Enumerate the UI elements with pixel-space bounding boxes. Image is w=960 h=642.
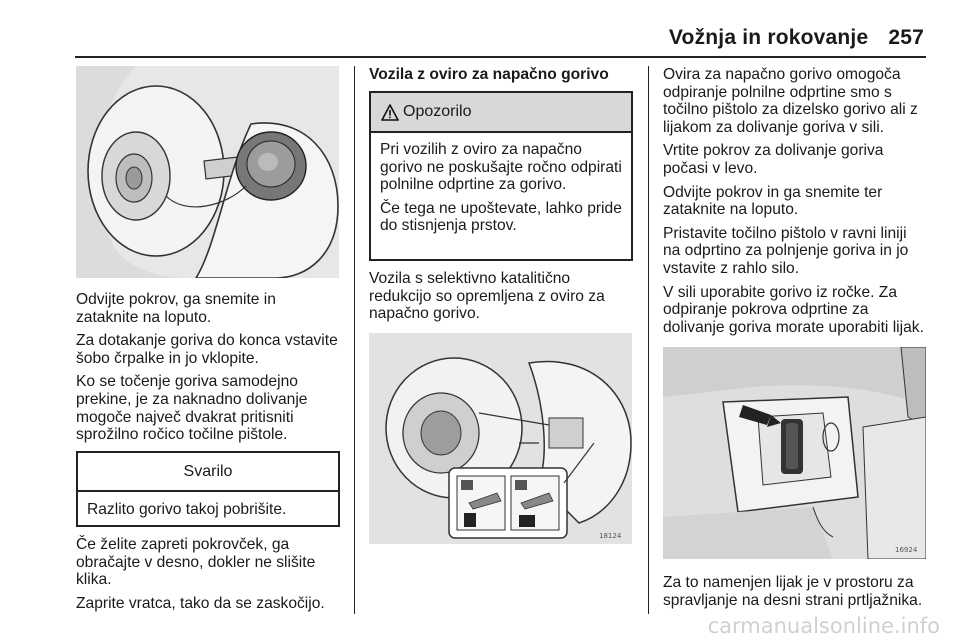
caution-box	[76, 451, 340, 527]
paragraph: V sili uporabite gorivo iz ročke. Za odpiranje pokrova odprtine za dolivanje goriva morate uporabiti lijak.	[663, 283, 924, 336]
paragraph: Za dotakanje goriva do konca vstavite šobo črpalke in jo vklopite.	[76, 332, 338, 367]
paragraph: Odvijte pokrov, ga snemite in zataknite na loputo.	[76, 291, 276, 326]
paragraph: Pri vozilih z oviro za napačno gorivo ne poskušajte ročno odpirati polnilne odprtine za gorivo.	[380, 141, 622, 194]
paragraph: Ovira za napačno gorivo omogoča odpiranje polnilne odprtine smo s točilno pištolo za dizelsko gorivo ali z lijakom za dolivanje goriva v sili.	[663, 66, 918, 136]
paragraph: Ko se točenje goriva samodejno prekine, je za naknadno dolivanje mogoče največ dvakrat pritisniti sprožilno ročico točilne pištole.	[76, 373, 308, 444]
page-number: 257	[888, 26, 924, 49]
watermark: carmanualsonline.info	[707, 614, 940, 638]
column-3-bottom-text	[663, 574, 927, 615]
paragraph: Vrtite pokrov za dolivanje goriva počasi v levo.	[663, 142, 884, 177]
column-divider-1	[354, 66, 355, 614]
subheading: Vozila z oviro za napačno gorivo	[369, 66, 609, 83]
caution-body: Razlito gorivo takoj pobrišite.	[87, 501, 287, 518]
paragraph: Vozila s selektivno katalitično redukcijo so opremljena z oviro za napačno gorivo.	[369, 270, 605, 323]
column-1-text	[76, 291, 340, 450]
warning-header	[371, 93, 631, 133]
page-header	[660, 26, 924, 50]
section-title: Vožnja in rokovanje	[668, 26, 869, 49]
paragraph: Če tega ne upoštevate, lahko pride do stisnjenja prstov.	[380, 199, 622, 235]
column-divider-2	[648, 66, 649, 614]
paragraph: Odvijte pokrov in ga snemite ter zataknite na loputo.	[663, 183, 883, 219]
paragraph: Če želite zapreti pokrovček, ga obračajte v desno, dokler ne slišite klika.	[76, 536, 316, 589]
paragraph: Za to namenjen lijak je v prostoru za spravljanje na desni strani prtljažnika.	[663, 574, 923, 609]
warning-triangle-icon	[381, 104, 399, 121]
column-1-closing-text	[76, 536, 340, 618]
warning-title: Opozorilo	[403, 103, 472, 120]
header-rule	[75, 56, 926, 58]
figure-code: 18124	[599, 532, 622, 540]
paragraph: Zaprite vratca, tako da se zaskočijo.	[76, 594, 325, 612]
trunk-storage-funnel-illustration	[663, 347, 926, 559]
figure-code: 16924	[895, 546, 918, 554]
column-2-paragraph	[369, 270, 633, 329]
paragraph: Pristavite točilno pištolo v ravni liniji na odprtino za polnjenje goriva in jo vstavite z rahlo silo.	[663, 224, 909, 277]
warning-box	[369, 91, 633, 261]
misfuel-inhibitor-illustration	[369, 333, 632, 544]
caution-title: Svarilo	[78, 453, 338, 492]
column-2-text	[369, 66, 633, 94]
warning-body	[371, 133, 631, 249]
column-3-text	[663, 66, 927, 342]
fuel-filler-cap-illustration	[76, 66, 339, 278]
